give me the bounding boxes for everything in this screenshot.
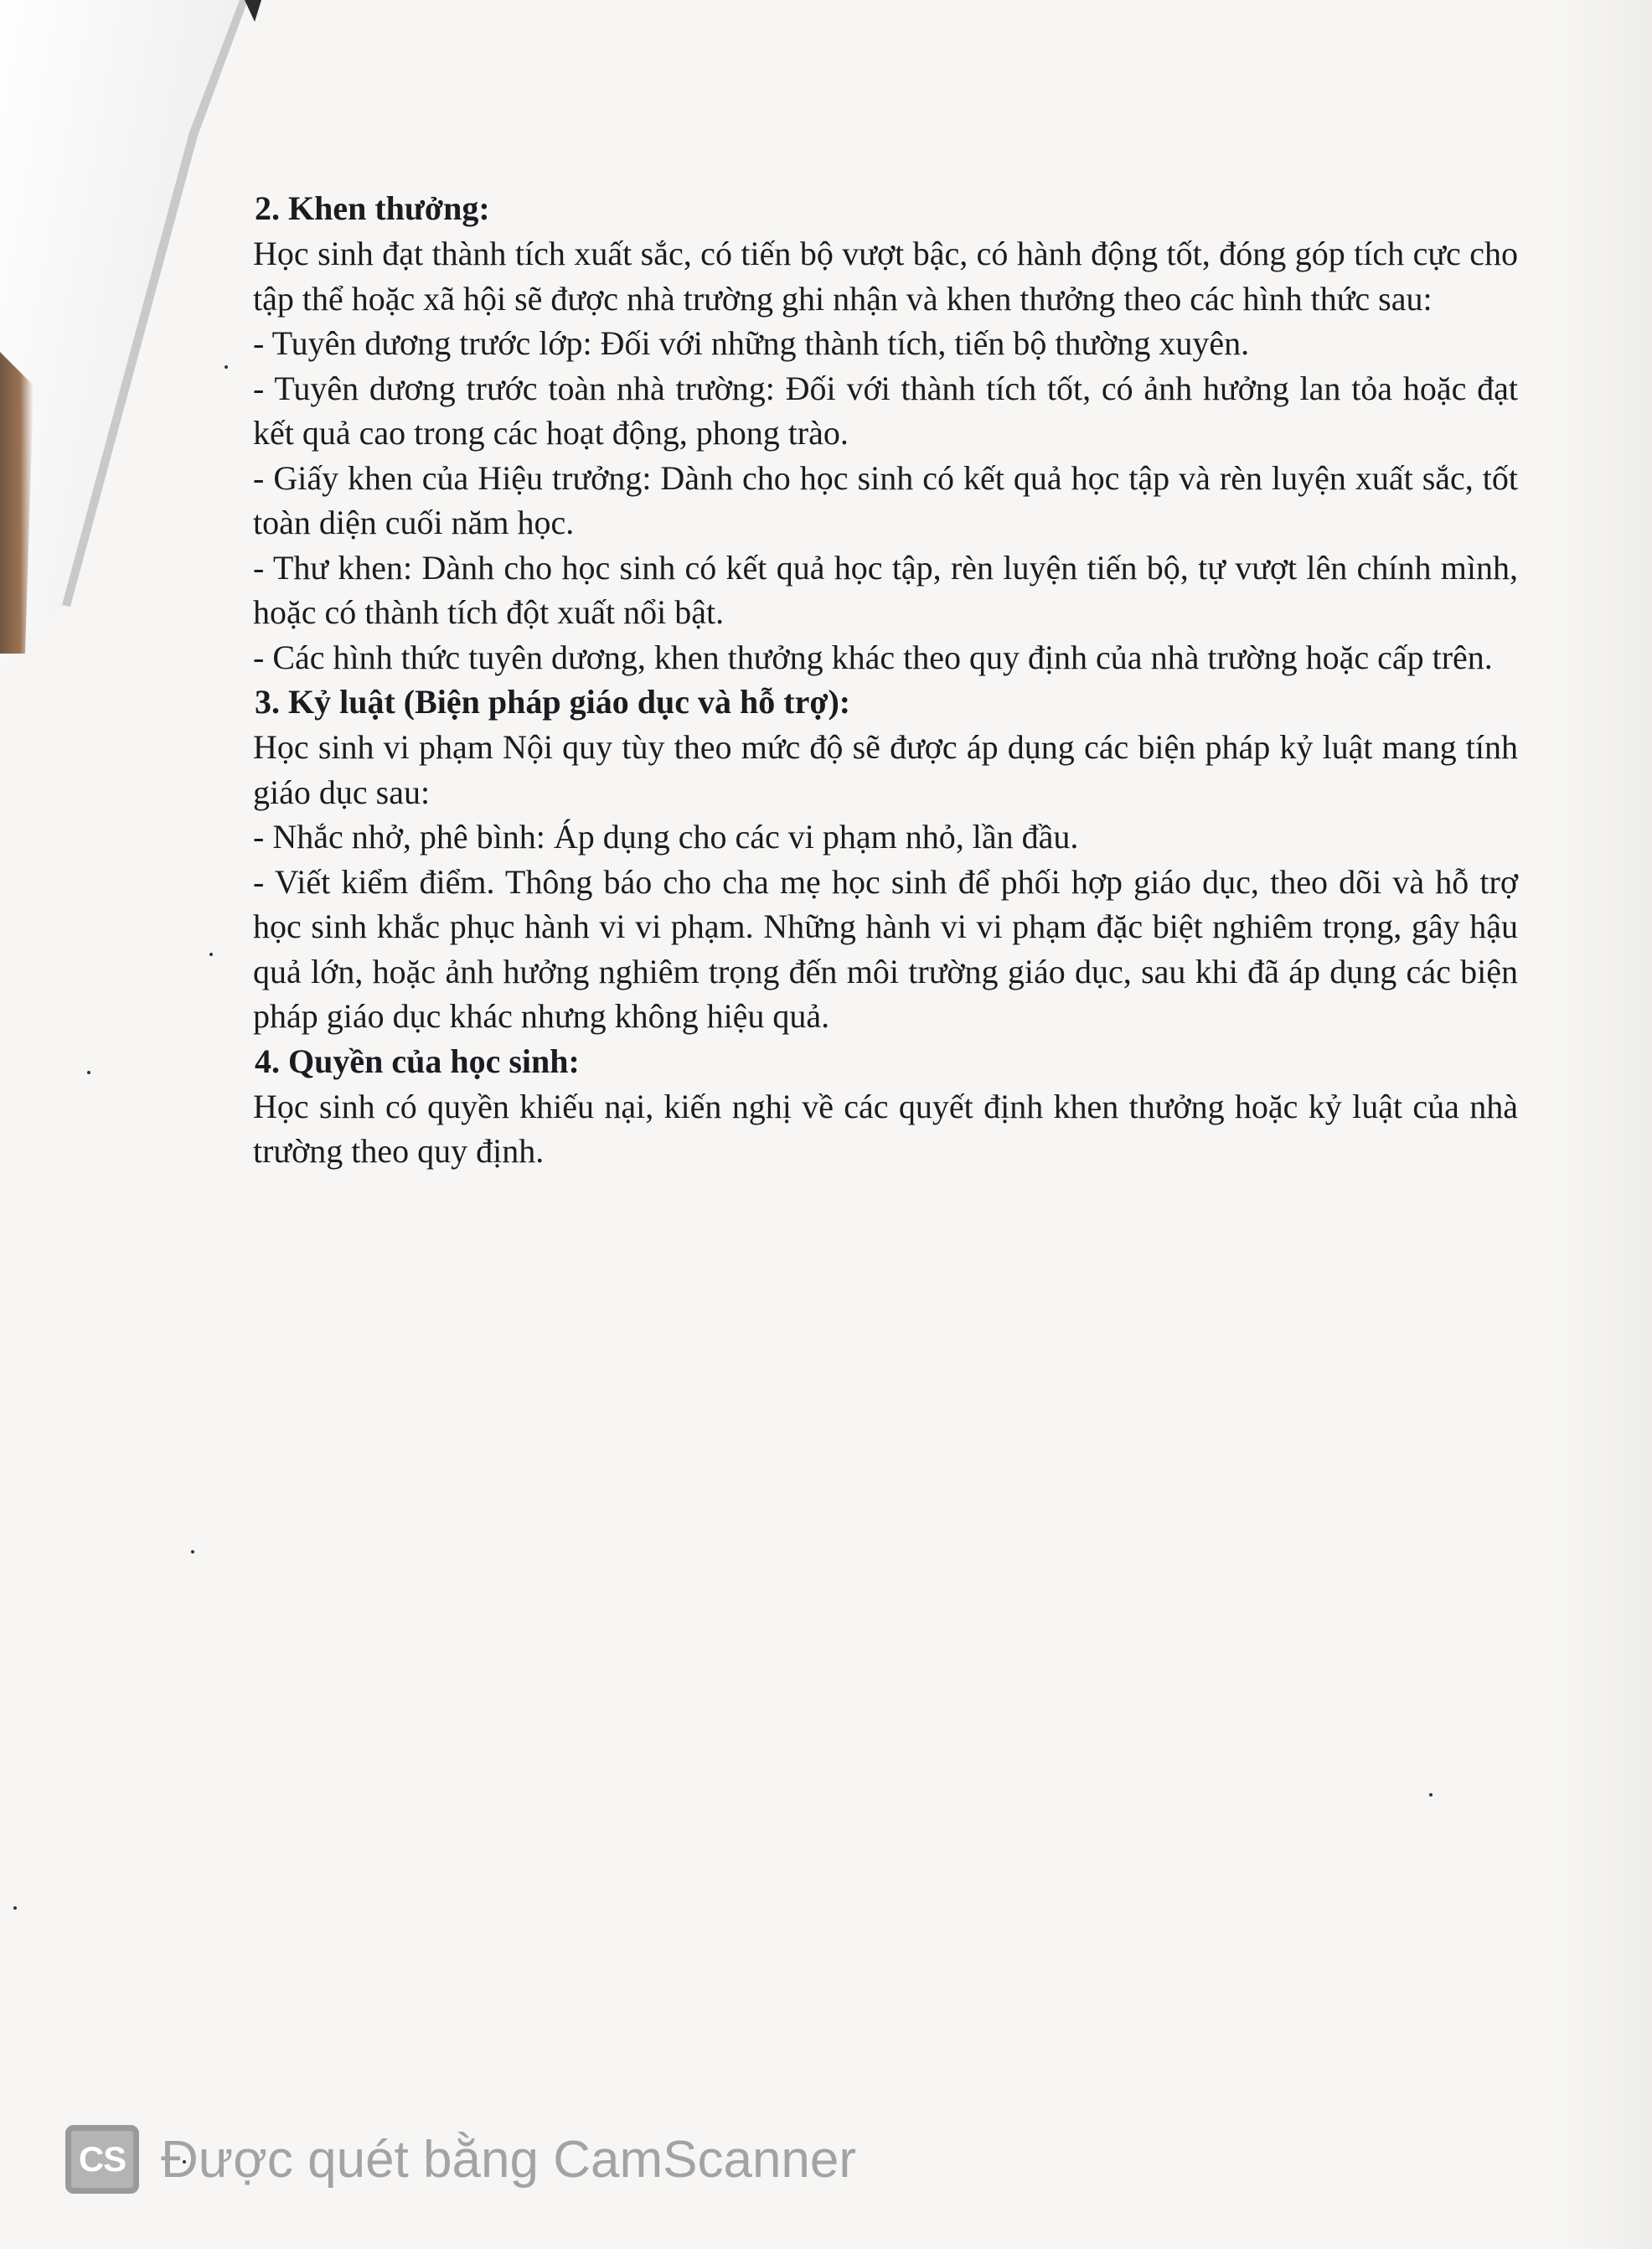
scan-shadow: [1560, 0, 1652, 2249]
scan-speck: [225, 365, 228, 369]
document-body: [236, 186, 1518, 1174]
scan-speck: [191, 1550, 194, 1554]
scan-speck: [13, 1906, 17, 1910]
list-item: - Tuyên dương trước toàn nhà trường: Đối với thành tích tốt, có ảnh hưởng lan tỏa hoặc đạt kết quả cao trong các hoạt động, phong trào.: [253, 369, 1518, 452]
watermark-text: Được quét bằng CamScanner: [161, 2130, 857, 2189]
section-heading: 2. Khen thưởng:: [255, 189, 490, 227]
section-intro: Học sinh có quyền khiếu nại, kiến nghị về các quyết định khen thưởng hoặc kỷ luật của nhà trường theo quy định.: [253, 1087, 1518, 1170]
section-heading: 4. Quyền của học sinh:: [255, 1042, 580, 1080]
scan-speck: [1429, 1793, 1433, 1797]
scan-speck: [87, 1071, 90, 1074]
list-item: - Các hình thức tuyên dương, khen thưởng khác theo quy định của nhà trường hoặc cấp trên.: [253, 638, 1493, 676]
list-item: - Tuyên dương trước lớp: Đối với những thành tích, tiến bộ thường xuyên.: [253, 324, 1250, 362]
section-heading: 3. Kỷ luật (Biện pháp giáo dục và hỗ trợ):: [255, 683, 851, 721]
list-item: - Thư khen: Dành cho học sinh có kết quả học tập, rèn luyện tiến bộ, tự vượt lên chính mình, hoặc có thành tích đột xuất nổi bật.: [253, 548, 1518, 631]
scan-speck: [209, 953, 213, 956]
list-item: - Viết kiểm điểm. Thông báo cho cha mẹ học sinh để phối hợp giáo dục, theo dõi và hỗ trợ học sinh khắc phục hành vi vi phạm. Những hành vi vi phạm đặc biệt nghiêm trọng, gây hậu quả lớn, hoặc ảnh hưởng nghiêm trọng đến môi trường giáo dục, sau khi đã áp dụng các biện pháp giáo dục khác nhưng không hiệu quả.: [253, 862, 1518, 1035]
section-khen-thuong: [236, 186, 1518, 680]
top-corner-shadow: [245, 0, 261, 22]
list-item: - Giấy khen của Hiệu trưởng: Dành cho học sinh có kết quả học tập và rèn luyện xuất sắc, tốt toàn diện cuối năm học.: [253, 458, 1518, 541]
section-intro: Học sinh đạt thành tích xuất sắc, có tiến bộ vượt bậc, có hành động tốt, đóng góp tích cực cho tập thể hoặc xã hội sẽ được nhà trường ghi nhận và khen thưởng theo các hình thức sau:: [253, 235, 1518, 318]
camscanner-logo-icon: CS: [65, 2125, 139, 2194]
camscanner-watermark: [65, 2125, 856, 2194]
section-ky-luat: [236, 680, 1518, 1039]
section-intro: Học sinh vi phạm Nội quy tùy theo mức độ sẽ được áp dụng các biện pháp kỷ luật mang tính giáo dục sau:: [253, 728, 1518, 811]
section-quyen-hoc-sinh: [236, 1039, 1518, 1174]
list-item: - Nhắc nhở, phê bình: Áp dụng cho các vi phạm nhỏ, lần đầu.: [253, 818, 1079, 856]
